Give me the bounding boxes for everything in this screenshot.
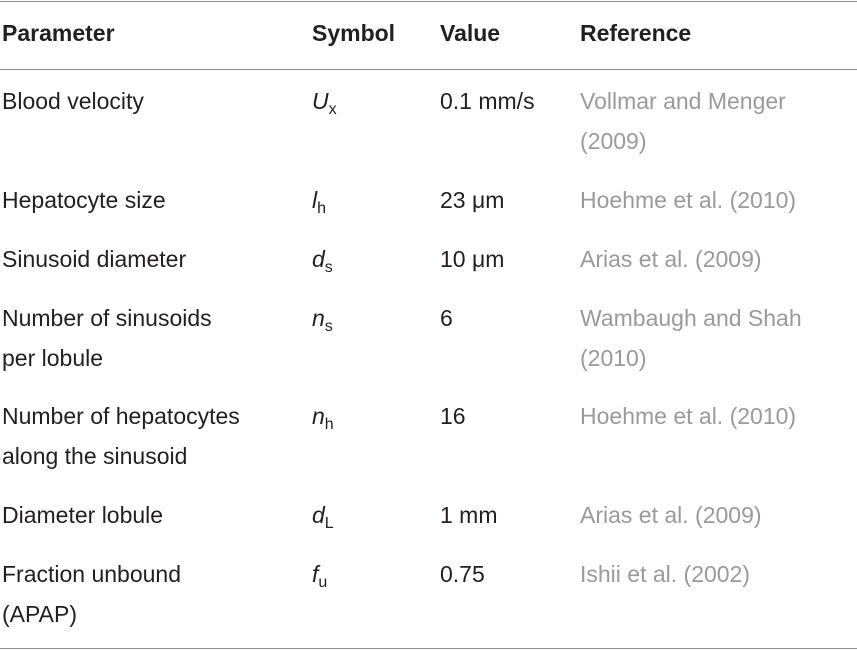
- row-3-parameter: Sinusoid diameter: [2, 246, 187, 272]
- row-4-value: 6: [440, 305, 453, 331]
- row-7-reference: Ishii et al. (2002): [580, 561, 751, 587]
- row-3-symbol: $d_s$: [312, 246, 333, 276]
- row-7-symbol: $f_u$: [312, 561, 328, 591]
- row-6-reference: Arias et al. (2009): [580, 502, 762, 528]
- row-5-symbol: $n_h$: [312, 403, 334, 433]
- row-1-symbol: $U_x$: [312, 88, 337, 118]
- header-parameter: Parameter: [2, 20, 115, 46]
- header-symbol: Symbol: [312, 20, 396, 46]
- header-value: Value: [440, 20, 501, 46]
- row-5-parameter: Number of hepatocytes along the sinusoid: [2, 403, 240, 469]
- row-1-value: 0.1 mm/s: [440, 88, 535, 114]
- row-6-value: 1 mm: [440, 502, 498, 528]
- row-5-reference: Hoehme et al. (2010): [580, 403, 797, 429]
- row-7-parameter: Fraction unbound (APAP): [2, 561, 182, 627]
- row-4-parameter: Number of sinusoids per lobule: [2, 305, 212, 371]
- row-7-value: 0.75: [440, 561, 485, 587]
- row-1-reference: Vollmar and Menger (2009): [580, 88, 786, 154]
- row-4-symbol: $n_s$: [312, 305, 333, 335]
- row-2-reference: Hoehme et al. (2010): [580, 187, 797, 213]
- row-4-reference: Wambaugh and Shah (2010): [580, 305, 802, 371]
- header-rule: [0, 69, 857, 70]
- row-2-value: 23 μm: [440, 187, 505, 213]
- row-3-reference: Arias et al. (2009): [580, 246, 762, 272]
- bottom-rule: [0, 648, 857, 649]
- row-5-value: 16: [440, 403, 466, 429]
- row-1-parameter: Blood velocity: [2, 88, 144, 114]
- row-6-parameter: Diameter lobule: [2, 502, 164, 528]
- row-2-symbol: $l_h$: [312, 187, 327, 217]
- row-6-symbol: $d_L$: [312, 502, 334, 532]
- row-2-parameter: Hepatocyte size: [2, 187, 166, 213]
- top-rule: [0, 1, 857, 2]
- row-3-value: 10 μm: [440, 246, 505, 272]
- header-reference: Reference: [580, 20, 692, 46]
